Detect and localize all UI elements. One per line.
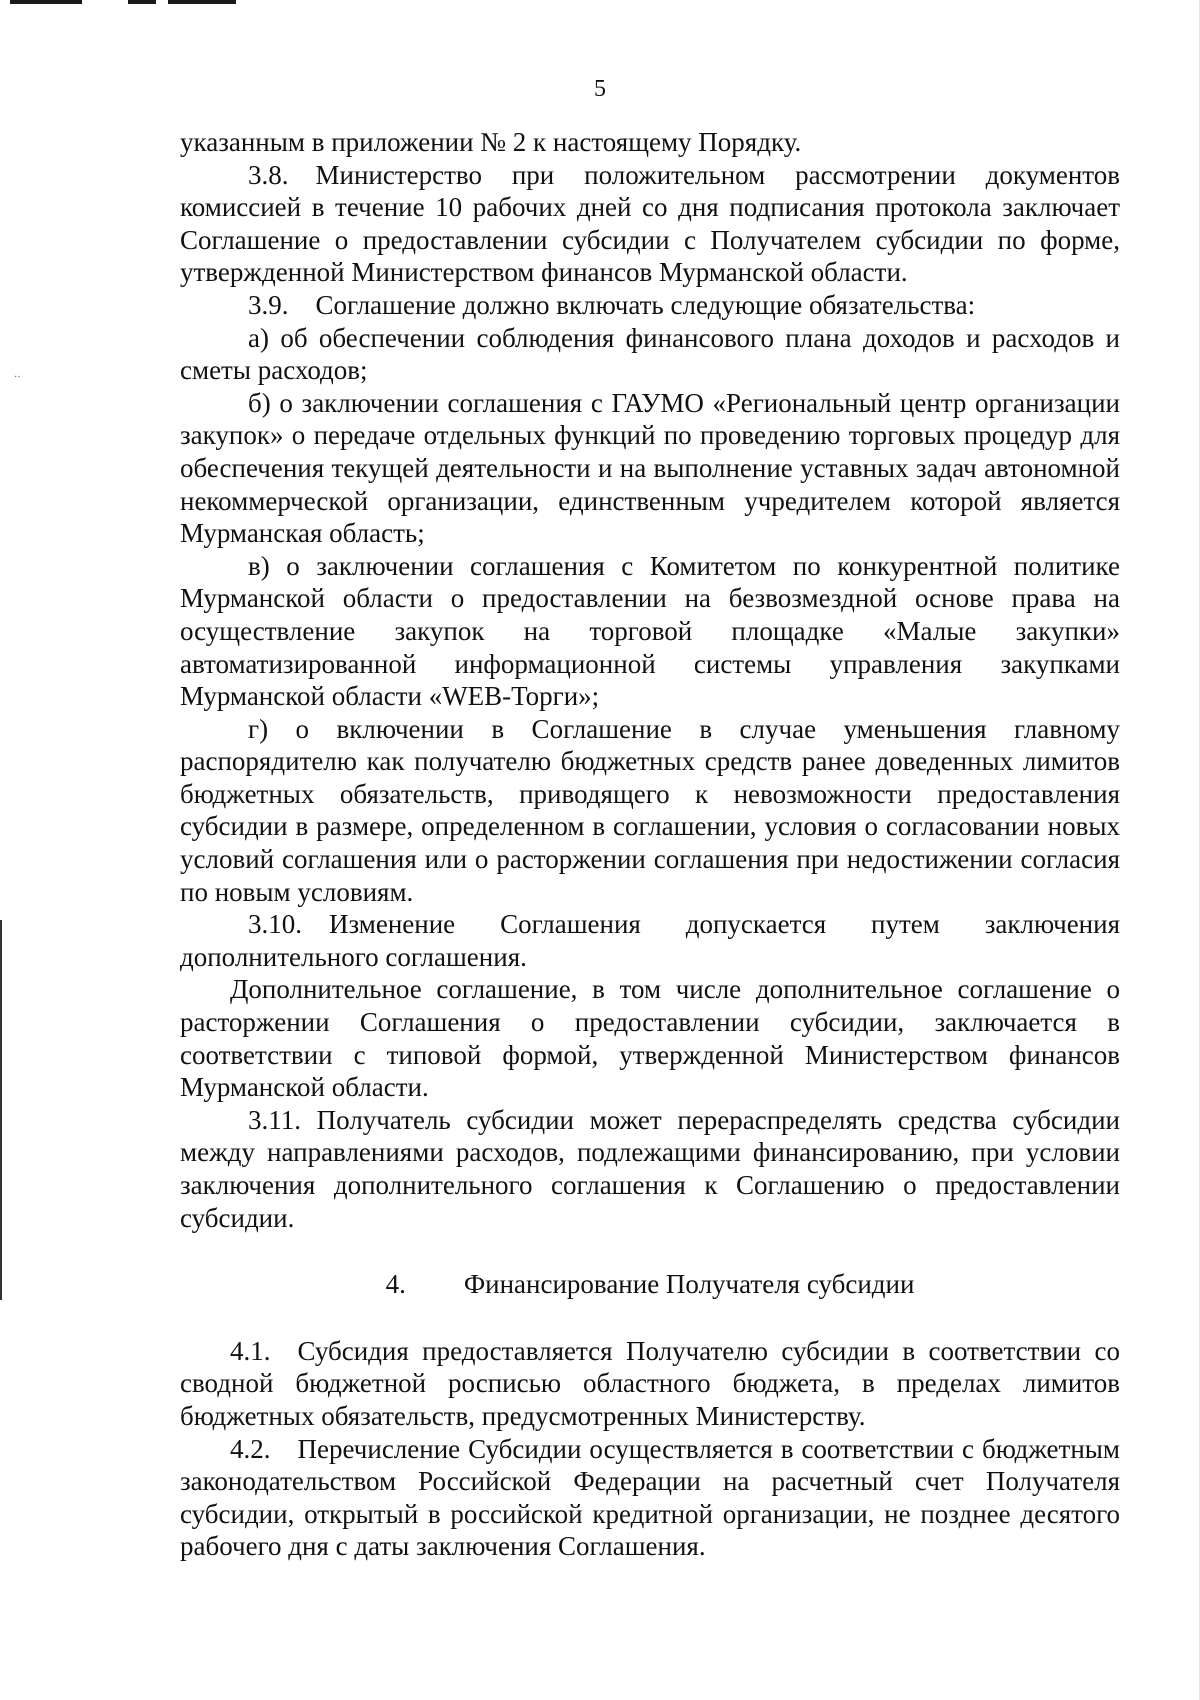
- paragraph-additional-agreement: Дополнительное соглашение, в том числе дополнительное соглашение о расторжении Соглашения о предоставлении субсидии, заключается в соответствии с типовой формой, утвержденной Министерством финансов Мурманской области.: [180, 974, 1120, 1103]
- scan-artifact: [168, 0, 236, 4]
- paragraph-3-9: 3.9. Соглашение должно включать следующие обязательства:: [248, 289, 976, 320]
- page-number: 5: [594, 76, 606, 102]
- paragraph-4-2: 4.2. Перечисление Субсидии осуществляется в соответствии с бюджетным законодательством Российской Федерации на расчетный счет Получателя субсидии, открытый в российской кредитной организации, не позднее десятого рабочего дня с даты заключения Соглашения.: [180, 1433, 1120, 1562]
- paragraph-item-g: г) о включении в Соглашение в случае уменьшения главному распорядителю как получателю бюджетных средств ранее доведенных лимитов бюджетных обязательств, приводящего к невозможности предоставления субсидии в размере, определенном в соглашении, условия о согласовании новых условий соглашения или о расторжении соглашения при недостижении согласия по новым условиям.: [180, 713, 1120, 907]
- section-title: Финансирование Получателя субсидии: [463, 1269, 915, 1300]
- paragraph-4-1: 4.1. Субсидия предоставляется Получателю субсидии в соответствии со сводной бюджетной росписью областного бюджета, в пределах лимитов бюджетных обязательств, предусмотренных Министерству.: [180, 1335, 1120, 1431]
- paragraph-item-a: а) об обеспечении соблюдения финансового плана доходов и расходов и сметы расходов;: [180, 322, 1120, 386]
- scan-artifact: [128, 0, 156, 4]
- paragraph-3-11: 3.11. Получатель субсидии может перераспределять средства субсидии между направлениями расходов, подлежащими финансированию, при условии заключения дополнительного соглашения к Соглашению о предоставлении субсидии.: [180, 1104, 1120, 1233]
- paragraph: указанным в приложении № 2 к настоящему Порядку.: [180, 127, 802, 157]
- scan-artifact: ··: [14, 372, 21, 383]
- paragraph-item-v: в) о заключении соглашения с Комитетом по конкурентной политике Мурманской области о предоставлении на безвозмездной основе права на осуществление закупок на торговой площадке «Малые закупки» автоматизированной информационной системы управления закупками Мурманской области «WEB-Торги»;: [180, 550, 1120, 712]
- section-number: 4.: [385, 1269, 406, 1300]
- scan-edge: [0, 920, 2, 1300]
- scan-artifact: [10, 0, 82, 4]
- document-body: [180, 126, 1120, 1563]
- paragraph-item-b: б) о заключении соглашения с ГАУМО «Региональный центр организации закупок» о передаче отдельных функций по проведению торговых процедур для обеспечения текущей деятельности и на выполнение уставных задач автономной некоммерческой организации, единственным учредителем которой является Мурманская область;: [180, 387, 1120, 549]
- paragraph-3-8: 3.8. Министерство при положительном рассмотрении документов комиссией в течение 10 рабочих дней со дня подписания протокола заключает Соглашение о предоставлении субсидии с Получателем субсидии по форме, утвержденной Министерством финансов Мурманской области.: [180, 159, 1120, 288]
- paragraph-3-10: 3.10. Изменение Соглашения допускается путем заключения дополнительного соглашения.: [180, 909, 1120, 972]
- section-heading: [180, 1268, 1120, 1301]
